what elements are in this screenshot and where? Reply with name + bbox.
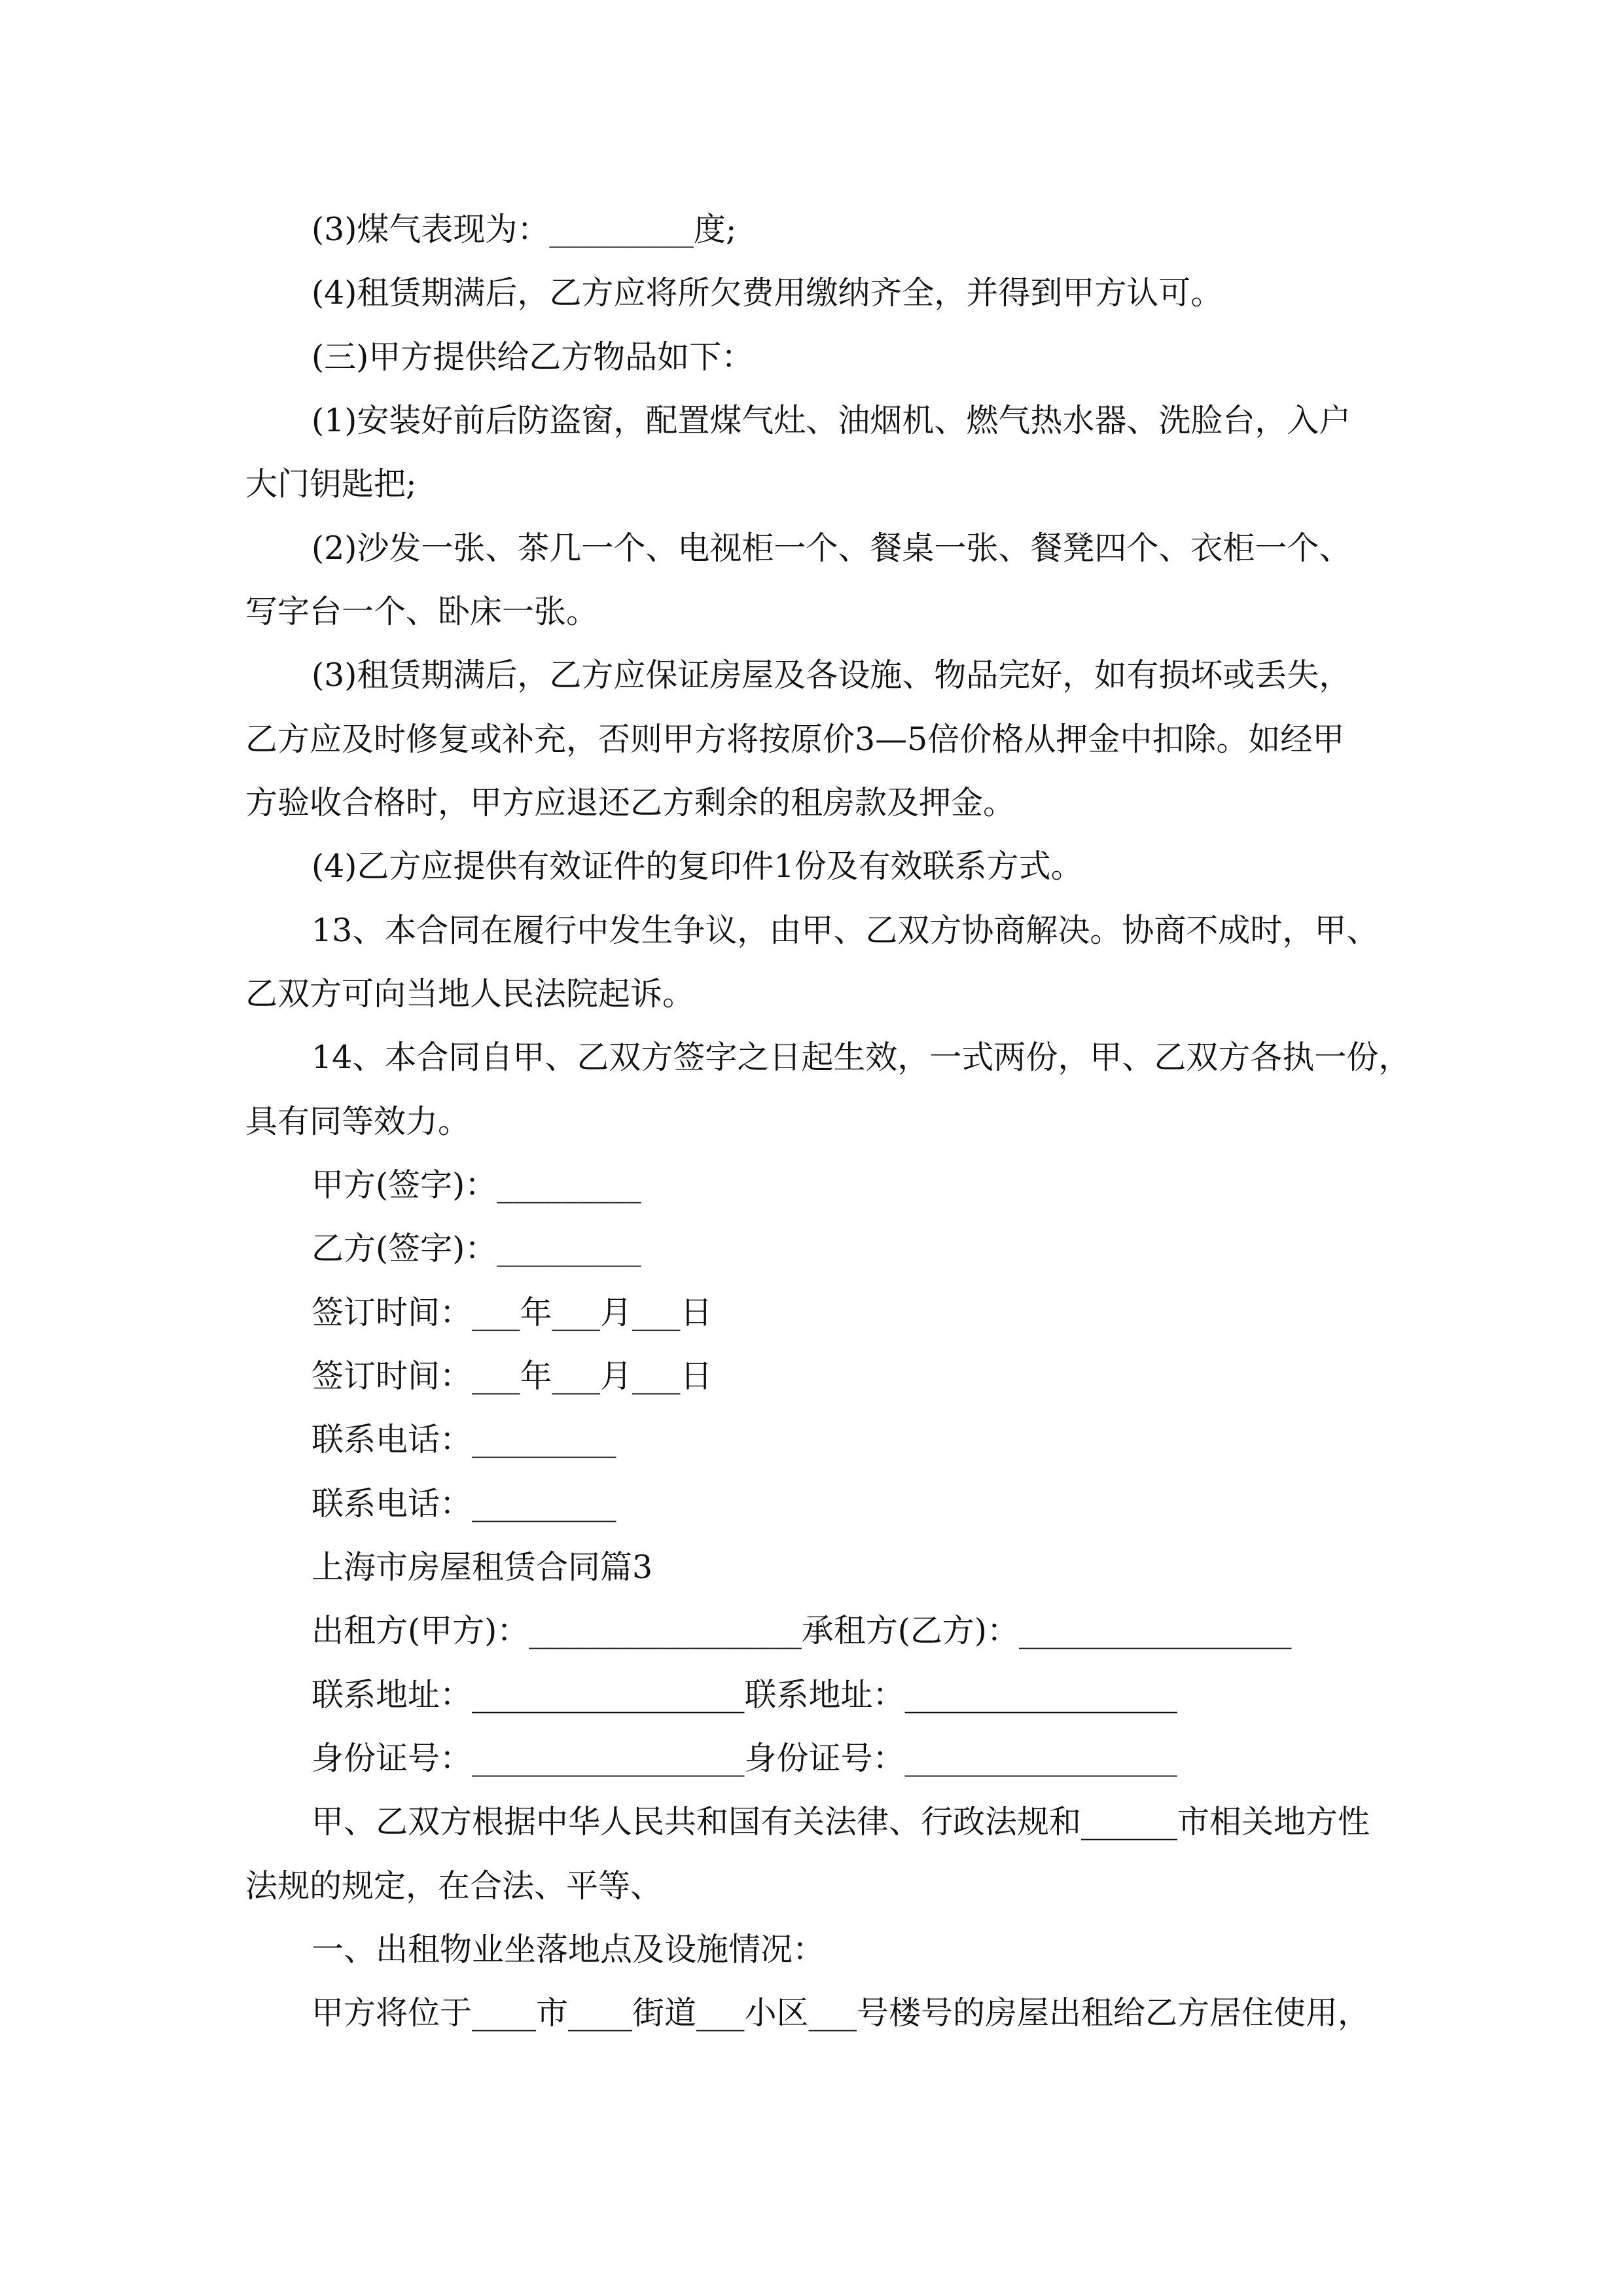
signing-date-field: 签订时间：___年___月___日 — [312, 1357, 713, 1395]
id-number-field: 身份证号：_________________身份证号：_________________ — [312, 1740, 1178, 1777]
paragraph-line: 13、本合同在履行中发生争议，由甲、乙双方协商解决。协商不成时，甲、 — [312, 912, 1379, 949]
paragraph-line: (3)煤气表现为：_________度; — [312, 211, 737, 248]
paragraph-line: 方验收合格时，甲方应退还乙方剩余的租房款及押金。 — [245, 784, 1016, 821]
signature-field-party-a: 甲方(签字)：_________ — [312, 1166, 641, 1204]
paragraph-line: 甲方将位于____市____街道___小区___号楼号的房屋出租给乙方居住使用， — [312, 1994, 1370, 2032]
paragraph-line: 法规的规定，在合法、平等、 — [245, 1867, 663, 1905]
section-heading: 一、出租物业坐落地点及设施情况： — [312, 1931, 825, 1968]
paragraph-line: 乙方应及时修复或补充，否则甲方将按原价3—5倍价格从押金中扣除。如经甲 — [245, 721, 1345, 758]
paragraph-line: (3)租赁期满后，乙方应保证房屋及各设施、物品完好，如有损坏或丢失， — [312, 656, 1351, 694]
paragraph-line: (1)安装好前后防盗窗，配置煤气灶、油烟机、燃气热水器、洗脸台，入户 — [312, 402, 1351, 439]
parties-field: 出租方(甲方)：_________________承租方(乙方)：_________________ — [312, 1612, 1292, 1649]
contract-title: 上海市房屋租赁合同篇3 — [312, 1549, 653, 1586]
paragraph-line: 写字台一个、卧床一张。 — [245, 593, 599, 630]
paragraph-line: 14、本合同自甲、乙双方签字之日起生效，一式两份，甲、乙双方各执一份， — [312, 1039, 1411, 1076]
paragraph-line: 具有同等效力。 — [245, 1103, 471, 1140]
paragraph-line: (4)乙方应提供有效证件的复印件1份及有效联系方式。 — [312, 848, 1083, 885]
phone-field: 联系电话：_________ — [312, 1485, 616, 1522]
paragraph-line: 大门钥匙把; — [245, 465, 417, 503]
paragraph-line: (4)租赁期满后，乙方应将所欠费用缴纳齐全，并得到甲方认可。 — [312, 274, 1223, 312]
paragraph-line: (2)沙发一张、茶几一个、电视柜一个、餐桌一张、餐凳四个、衣柜一个、 — [312, 529, 1351, 567]
address-field: 联系地址：_________________联系地址：_________________ — [312, 1676, 1178, 1713]
paragraph-line: 甲、乙双方根据中华人民共和国有关法律、行政法规和______市相关地方性 — [312, 1803, 1370, 1840]
phone-field: 联系电话：_________ — [312, 1421, 616, 1458]
signing-date-field: 签订时间：___年___月___日 — [312, 1294, 713, 1331]
section-heading: (三)甲方提供给乙方物品如下： — [312, 338, 754, 376]
signature-field-party-b: 乙方(签字)：_________ — [312, 1230, 641, 1267]
paragraph-line: 乙双方可向当地人民法院起诉。 — [245, 975, 695, 1013]
